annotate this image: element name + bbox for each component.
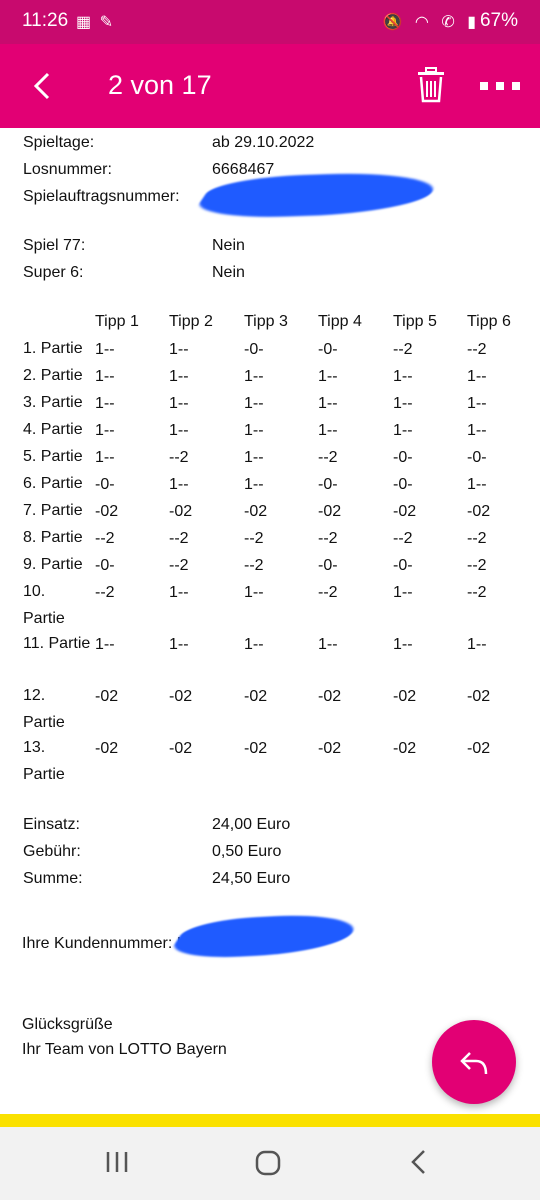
table-cell: --2 [95,530,115,547]
table-cell: 1-- [169,422,189,439]
table-cell: -02 [244,688,268,705]
detail-value: ab 29.10.2022 [212,134,315,151]
table-cell: --2 [467,584,487,601]
table-cell: --2 [169,449,189,466]
table-cell: --2 [318,584,338,601]
table-cell: --2 [467,530,487,547]
table-cell: -0- [393,557,413,574]
table-cell: -0- [393,476,413,493]
table-cell: 1-- [95,422,115,439]
status-bar [0,0,540,44]
table-cell: 1-- [393,636,413,653]
delete-button[interactable] [414,66,448,104]
detail-label: Spielauftragsnummer: [23,188,180,205]
app-bar [0,44,540,128]
table-row-label: 6. Partie [23,475,83,492]
table-cell: -02 [393,503,417,520]
table-header-cell: Tipp 1 [95,313,139,330]
table-row-label: 7. Partie [23,502,83,519]
table-cell: 1-- [467,636,487,653]
detail-row-spielauftragsnummer [23,188,180,206]
table-cell: 1-- [393,584,413,601]
cost-label: Summe: [23,870,83,887]
table-row-label: 13. Partie [23,739,65,783]
table-cell: --2 [393,530,413,547]
table-cell: 1-- [169,341,189,358]
table-cell: -02 [244,740,268,757]
greeting-line-2: Ihr Team von LOTTO Bayern [22,1041,227,1058]
table-cell: 1-- [318,636,338,653]
table-cell: --2 [244,557,264,574]
detail-row-spieltage [23,134,315,152]
table-cell: -02 [95,503,119,520]
table-row-label: 11. Partie [23,635,91,652]
table-row-label: 4. Partie [23,421,83,438]
table-cell: -0- [467,449,487,466]
table-cell: 1-- [244,395,264,412]
system-nav-bar [0,1127,540,1200]
customer-number-label: Ihre Kundennummer: [22,935,173,952]
table-cell: -0- [95,557,115,574]
table-cell: --2 [318,530,338,547]
table-cell: 1-- [244,476,264,493]
chevron-left-icon [28,68,60,104]
table-cell: --2 [169,530,189,547]
table-cell: -02 [244,503,268,520]
table-header-cell: Tipp 2 [169,313,213,330]
cost-row-gebuehr [23,843,282,861]
back-button[interactable] [28,68,60,104]
table-cell: --2 [467,341,487,358]
table-cell: -0- [318,557,338,574]
gallery-icon: ▦ ✎ [76,14,115,31]
table-row-label: 10. Partie [23,583,65,627]
table-cell: -0- [393,449,413,466]
table-cell: -0- [318,476,338,493]
extra-row-spiel77 [23,237,245,255]
trash-icon [414,66,448,104]
table-cell: -02 [95,688,119,705]
table-cell: -02 [393,688,417,705]
table-row-label: 9. Partie [23,556,83,573]
table-cell: 1-- [169,476,189,493]
detail-label: Losnummer: [23,161,112,178]
table-row-label: 2. Partie [23,367,83,384]
table-row-label: 8. Partie [23,529,83,546]
table-cell: 1-- [95,368,115,385]
cost-value: 0,50 Euro [212,843,282,860]
table-cell: -0- [318,341,338,358]
table-cell: 1-- [244,422,264,439]
reply-button[interactable] [432,1020,516,1104]
table-cell: --2 [467,557,487,574]
table-cell: 1-- [169,584,189,601]
greeting-line-1: Glücksgrüße [22,1016,113,1033]
table-row-label: 1. Partie [23,340,83,357]
back-nav-button[interactable] [408,1149,430,1175]
status-time: 11:26 [22,10,69,31]
table-cell: 1-- [467,422,487,439]
brand-stripe [0,1114,540,1127]
signal-icon: 🔕 ◠ ✆ ▮ [382,14,480,31]
table-cell: -02 [318,740,342,757]
table-cell: 1-- [393,422,413,439]
table-cell: -02 [95,740,119,757]
table-cell: -0- [95,476,115,493]
extra-row-super6 [23,264,245,282]
table-cell: -02 [393,740,417,757]
table-cell: --2 [169,557,189,574]
table-cell: --2 [95,584,115,601]
cost-label: Einsatz: [23,816,80,833]
table-row-label: 3. Partie [23,394,83,411]
cost-row-summe [23,870,291,888]
table-cell: 1-- [467,395,487,412]
table-header-cell: Tipp 3 [244,313,288,330]
table-cell: 1-- [244,368,264,385]
table-header-cell: Tipp 5 [393,313,437,330]
table-cell: -02 [169,740,193,757]
table-row-label: 5. Partie [23,448,83,465]
detail-value: 6668467 [212,161,275,178]
detail-row-losnummer [23,161,275,179]
table-header-cell: Tipp 6 [467,313,511,330]
table-cell: 1-- [318,422,338,439]
detail-label: Spieltage: [23,134,95,151]
table-cell: -02 [318,503,342,520]
table-cell: 1-- [169,395,189,412]
table-cell: -02 [318,688,342,705]
table-cell: --2 [318,449,338,466]
table-row-label: 12. Partie [23,687,65,731]
table-cell: 1-- [95,636,115,653]
cost-value: 24,50 Euro [212,870,291,887]
table-cell: 1-- [169,636,189,653]
more-options-icon[interactable] [480,82,520,90]
table-cell: 1-- [393,368,413,385]
home-button[interactable] [254,1149,282,1177]
redaction-mark [164,912,366,961]
table-cell: --2 [393,341,413,358]
table-cell: -02 [467,688,491,705]
ticket-details [0,128,540,1114]
table-cell: --2 [244,530,264,547]
extra-value: Nein [212,237,245,254]
table-cell: -0- [244,341,264,358]
extra-label: Spiel 77: [23,237,86,254]
table-cell: 1-- [95,449,115,466]
battery-level: 67% [479,10,518,31]
table-cell: 1-- [318,368,338,385]
customer-number-row [22,935,181,953]
cost-value: 24,00 Euro [212,816,291,833]
table-cell: 1-- [467,476,487,493]
table-cell: -02 [467,503,491,520]
reply-icon [456,1044,492,1080]
cost-row-einsatz [23,816,291,834]
recent-apps-button[interactable] [104,1149,130,1175]
table-cell: -02 [169,503,193,520]
table-cell: 1-- [244,584,264,601]
table-cell: 1-- [244,449,264,466]
extra-value: Nein [212,264,245,281]
table-cell: 1-- [467,368,487,385]
table-cell: 1-- [95,341,115,358]
table-cell: 1-- [393,395,413,412]
table-cell: -02 [169,688,193,705]
table-cell: 1-- [318,395,338,412]
table-cell: 1-- [244,636,264,653]
cost-label: Gebühr: [23,843,81,860]
page-title: 2 von 17 [108,70,212,100]
table-header-cell: Tipp 4 [318,313,362,330]
extra-label: Super 6: [23,264,84,281]
table-cell: -02 [467,740,491,757]
table-cell: 1-- [169,368,189,385]
table-cell: 1-- [95,395,115,412]
